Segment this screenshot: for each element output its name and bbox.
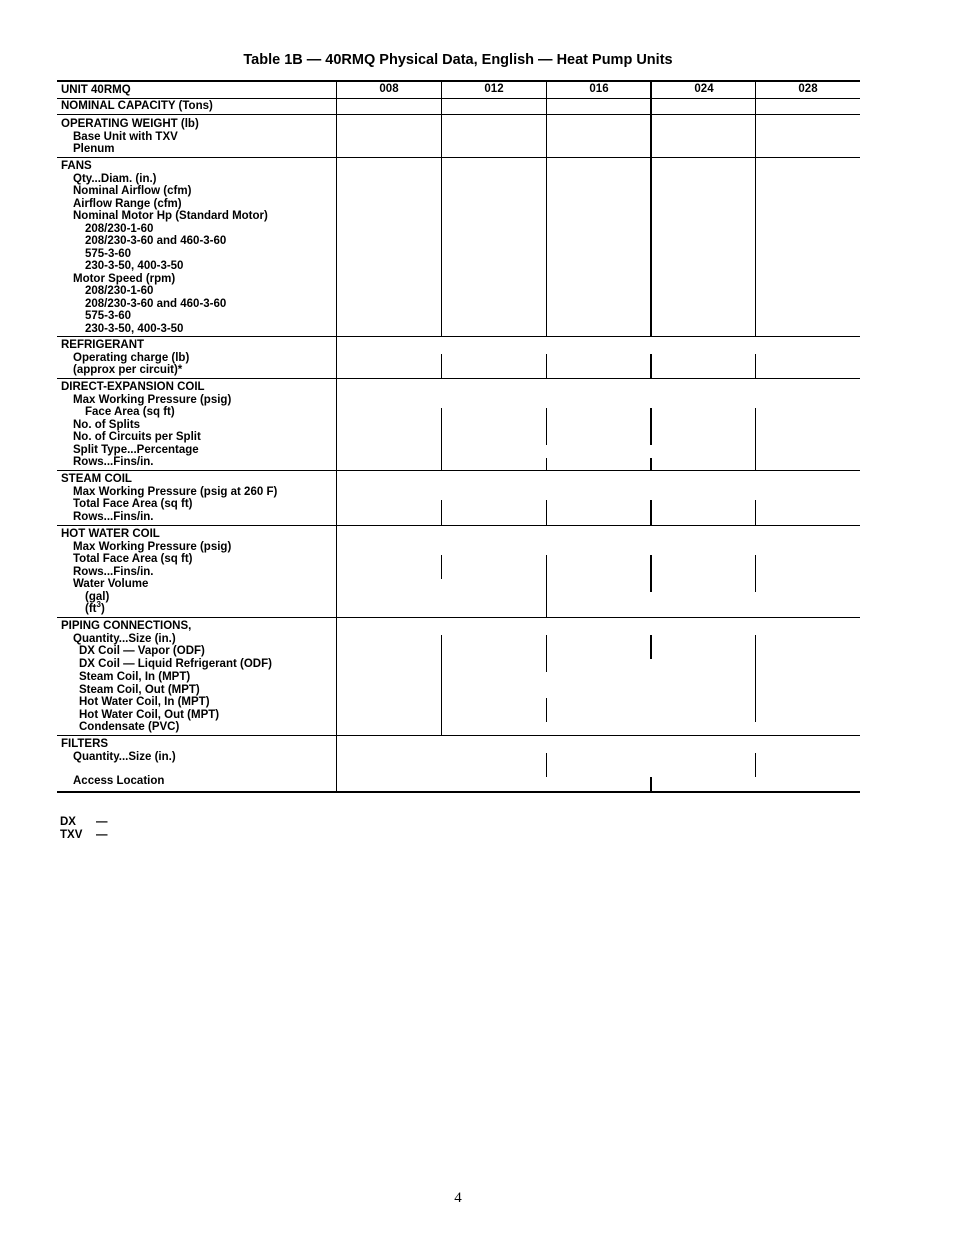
column-divider <box>546 555 547 617</box>
row-label: 575-3-60 <box>85 247 132 260</box>
column-divider <box>441 81 442 336</box>
unit-header-label: UNIT 40RMQ <box>61 84 131 96</box>
legend <box>60 816 108 842</box>
row-label-nominal-capacity: NOMINAL CAPACITY (Tons) <box>61 100 213 112</box>
row-label: Total Face Area (sq ft) <box>73 553 193 565</box>
row-label: Operating charge (lb) <box>73 351 190 364</box>
column-divider <box>650 555 652 592</box>
row-label: Qty...Diam. (in.) <box>73 172 157 185</box>
column-divider <box>650 500 652 525</box>
row-label: Face Area (sq ft) <box>85 406 175 418</box>
column-divider <box>441 635 442 735</box>
row-label <box>61 600 231 616</box>
column-divider <box>650 354 652 378</box>
section-heading: OPERATING WEIGHT (lb) <box>61 118 199 130</box>
row-label: Steam Coil, Out (MPT) <box>79 683 200 696</box>
column-header: 012 <box>484 83 504 95</box>
column-divider <box>650 458 652 470</box>
column-divider <box>650 777 652 791</box>
column-divider <box>546 635 547 672</box>
row-label: 208/230-3-60 and 460-3-60 <box>85 297 227 310</box>
column-header: 008 <box>379 83 399 95</box>
section-heading: STEAM COIL <box>61 473 132 485</box>
row-label: Rows...Fins/in. <box>73 456 154 468</box>
column-divider <box>546 354 547 378</box>
row-label: 575-3-60 <box>85 310 132 322</box>
row-label: Max Working Pressure (psig at 260 F) <box>73 485 278 498</box>
row-label: Steam Coil, In (MPT) <box>79 671 191 683</box>
row-label: No. of Splits <box>73 418 141 431</box>
row-label: DX Coil — Vapor (ODF) <box>79 645 205 657</box>
row-label: Max Working Pressure (psig) <box>73 393 232 406</box>
row-label: Hot Water Coil, Out (MPT) <box>79 708 220 721</box>
column-divider <box>650 635 652 659</box>
row-label: 208/230-1-60 <box>85 285 154 297</box>
row-label: Rows...Fins/in. <box>73 510 154 523</box>
row-label: Plenum <box>73 143 115 155</box>
row-label: Hot Water Coil, In (MPT) <box>79 696 210 708</box>
column-divider <box>546 500 547 525</box>
legend-item <box>60 816 108 829</box>
row-rule <box>57 114 860 115</box>
column-header: 016 <box>589 83 609 95</box>
row-label: Total Face Area (sq ft) <box>73 498 193 510</box>
column-divider <box>755 635 756 722</box>
column-divider <box>755 753 756 777</box>
legend-dash: — <box>96 829 108 841</box>
legend-dash: — <box>96 816 108 828</box>
row-label: (approx per circuit)* <box>73 364 183 376</box>
legend-abbr: TXV <box>60 829 83 841</box>
unit-text: (ft <box>85 603 97 615</box>
row-label: 230-3-50, 400-3-50 <box>85 260 184 272</box>
row-label: Water Volume <box>73 578 149 590</box>
column-header: 028 <box>798 83 818 95</box>
row-label: Nominal Airflow (cfm) <box>73 185 192 197</box>
page-number: 4 <box>454 1190 462 1206</box>
row-label: Base Unit with TXV <box>73 130 178 143</box>
row-label: (gal) <box>85 590 110 603</box>
section-refrigerant <box>61 339 189 377</box>
row-rule <box>57 336 860 337</box>
column-divider <box>546 81 547 336</box>
legend-abbr: DX <box>60 816 76 828</box>
table-bottom-rule <box>57 791 860 793</box>
section-heading: DIRECT-EXPANSION COIL <box>61 381 205 393</box>
section-dx-coil <box>61 381 231 469</box>
superscript: 3 <box>96 600 101 610</box>
label-column-divider <box>336 81 337 791</box>
section-heading: FILTERS <box>61 738 109 750</box>
row-rule <box>57 157 860 158</box>
section-hot-water-coil <box>61 528 231 616</box>
column-divider <box>755 555 756 592</box>
section-heading: REFRIGERANT <box>61 339 145 351</box>
column-divider <box>546 458 547 470</box>
column-divider <box>546 698 547 722</box>
header-rule <box>57 98 860 99</box>
section-piping <box>61 620 272 734</box>
column-header: 024 <box>694 83 714 95</box>
column-divider <box>441 408 442 470</box>
row-label: Rows...Fins/in. <box>73 565 154 578</box>
row-rule <box>57 617 860 618</box>
row-label: Condensate (PVC) <box>79 721 180 733</box>
row-label: Access Location <box>73 775 165 787</box>
column-divider <box>441 354 442 378</box>
section-heading: HOT WATER COIL <box>61 528 160 540</box>
section-fans <box>61 160 268 335</box>
column-divider <box>650 408 652 445</box>
row-label: DX Coil — Liquid Refrigerant (ODF) <box>79 657 272 670</box>
column-divider <box>546 753 547 777</box>
section-operating-weight <box>61 118 199 156</box>
section-heading: PIPING CONNECTIONS, <box>61 620 192 632</box>
column-divider <box>755 408 756 470</box>
legend-item <box>60 829 108 842</box>
row-label: Airflow Range (cfm) <box>73 197 182 210</box>
row-rule <box>57 525 860 526</box>
row-label: 208/230-1-60 <box>85 222 154 235</box>
row-label: 208/230-3-60 and 460-3-60 <box>85 235 227 247</box>
row-rule <box>57 378 860 379</box>
row-label: Quantity...Size (in.) <box>73 632 176 645</box>
column-divider <box>755 500 756 525</box>
column-divider <box>441 500 442 525</box>
section-steam-coil <box>61 473 277 523</box>
column-divider <box>546 408 547 445</box>
row-rule <box>57 470 860 471</box>
row-label: Nominal Motor Hp (Standard Motor) <box>73 210 268 222</box>
section-heading: FANS <box>61 160 92 172</box>
column-divider <box>441 555 442 579</box>
column-divider <box>755 354 756 378</box>
table-title: Table 1B — 40RMQ Physical Data, English — Heat Pump Units <box>243 52 673 68</box>
column-divider <box>755 81 756 336</box>
column-divider <box>650 81 652 336</box>
row-label: Max Working Pressure (psig) <box>73 540 232 553</box>
row-label: No. of Circuits per Split <box>73 431 201 443</box>
row-label: Quantity...Size (in.) <box>73 750 176 763</box>
table-top-rule <box>57 80 860 82</box>
row-label: Motor Speed (rpm) <box>73 272 176 285</box>
section-filters <box>61 738 176 788</box>
row-rule <box>57 735 860 736</box>
row-label: Split Type...Percentage <box>73 443 199 456</box>
unit-text: ) <box>100 603 105 615</box>
row-label: 230-3-50, 400-3-50 <box>85 322 184 335</box>
